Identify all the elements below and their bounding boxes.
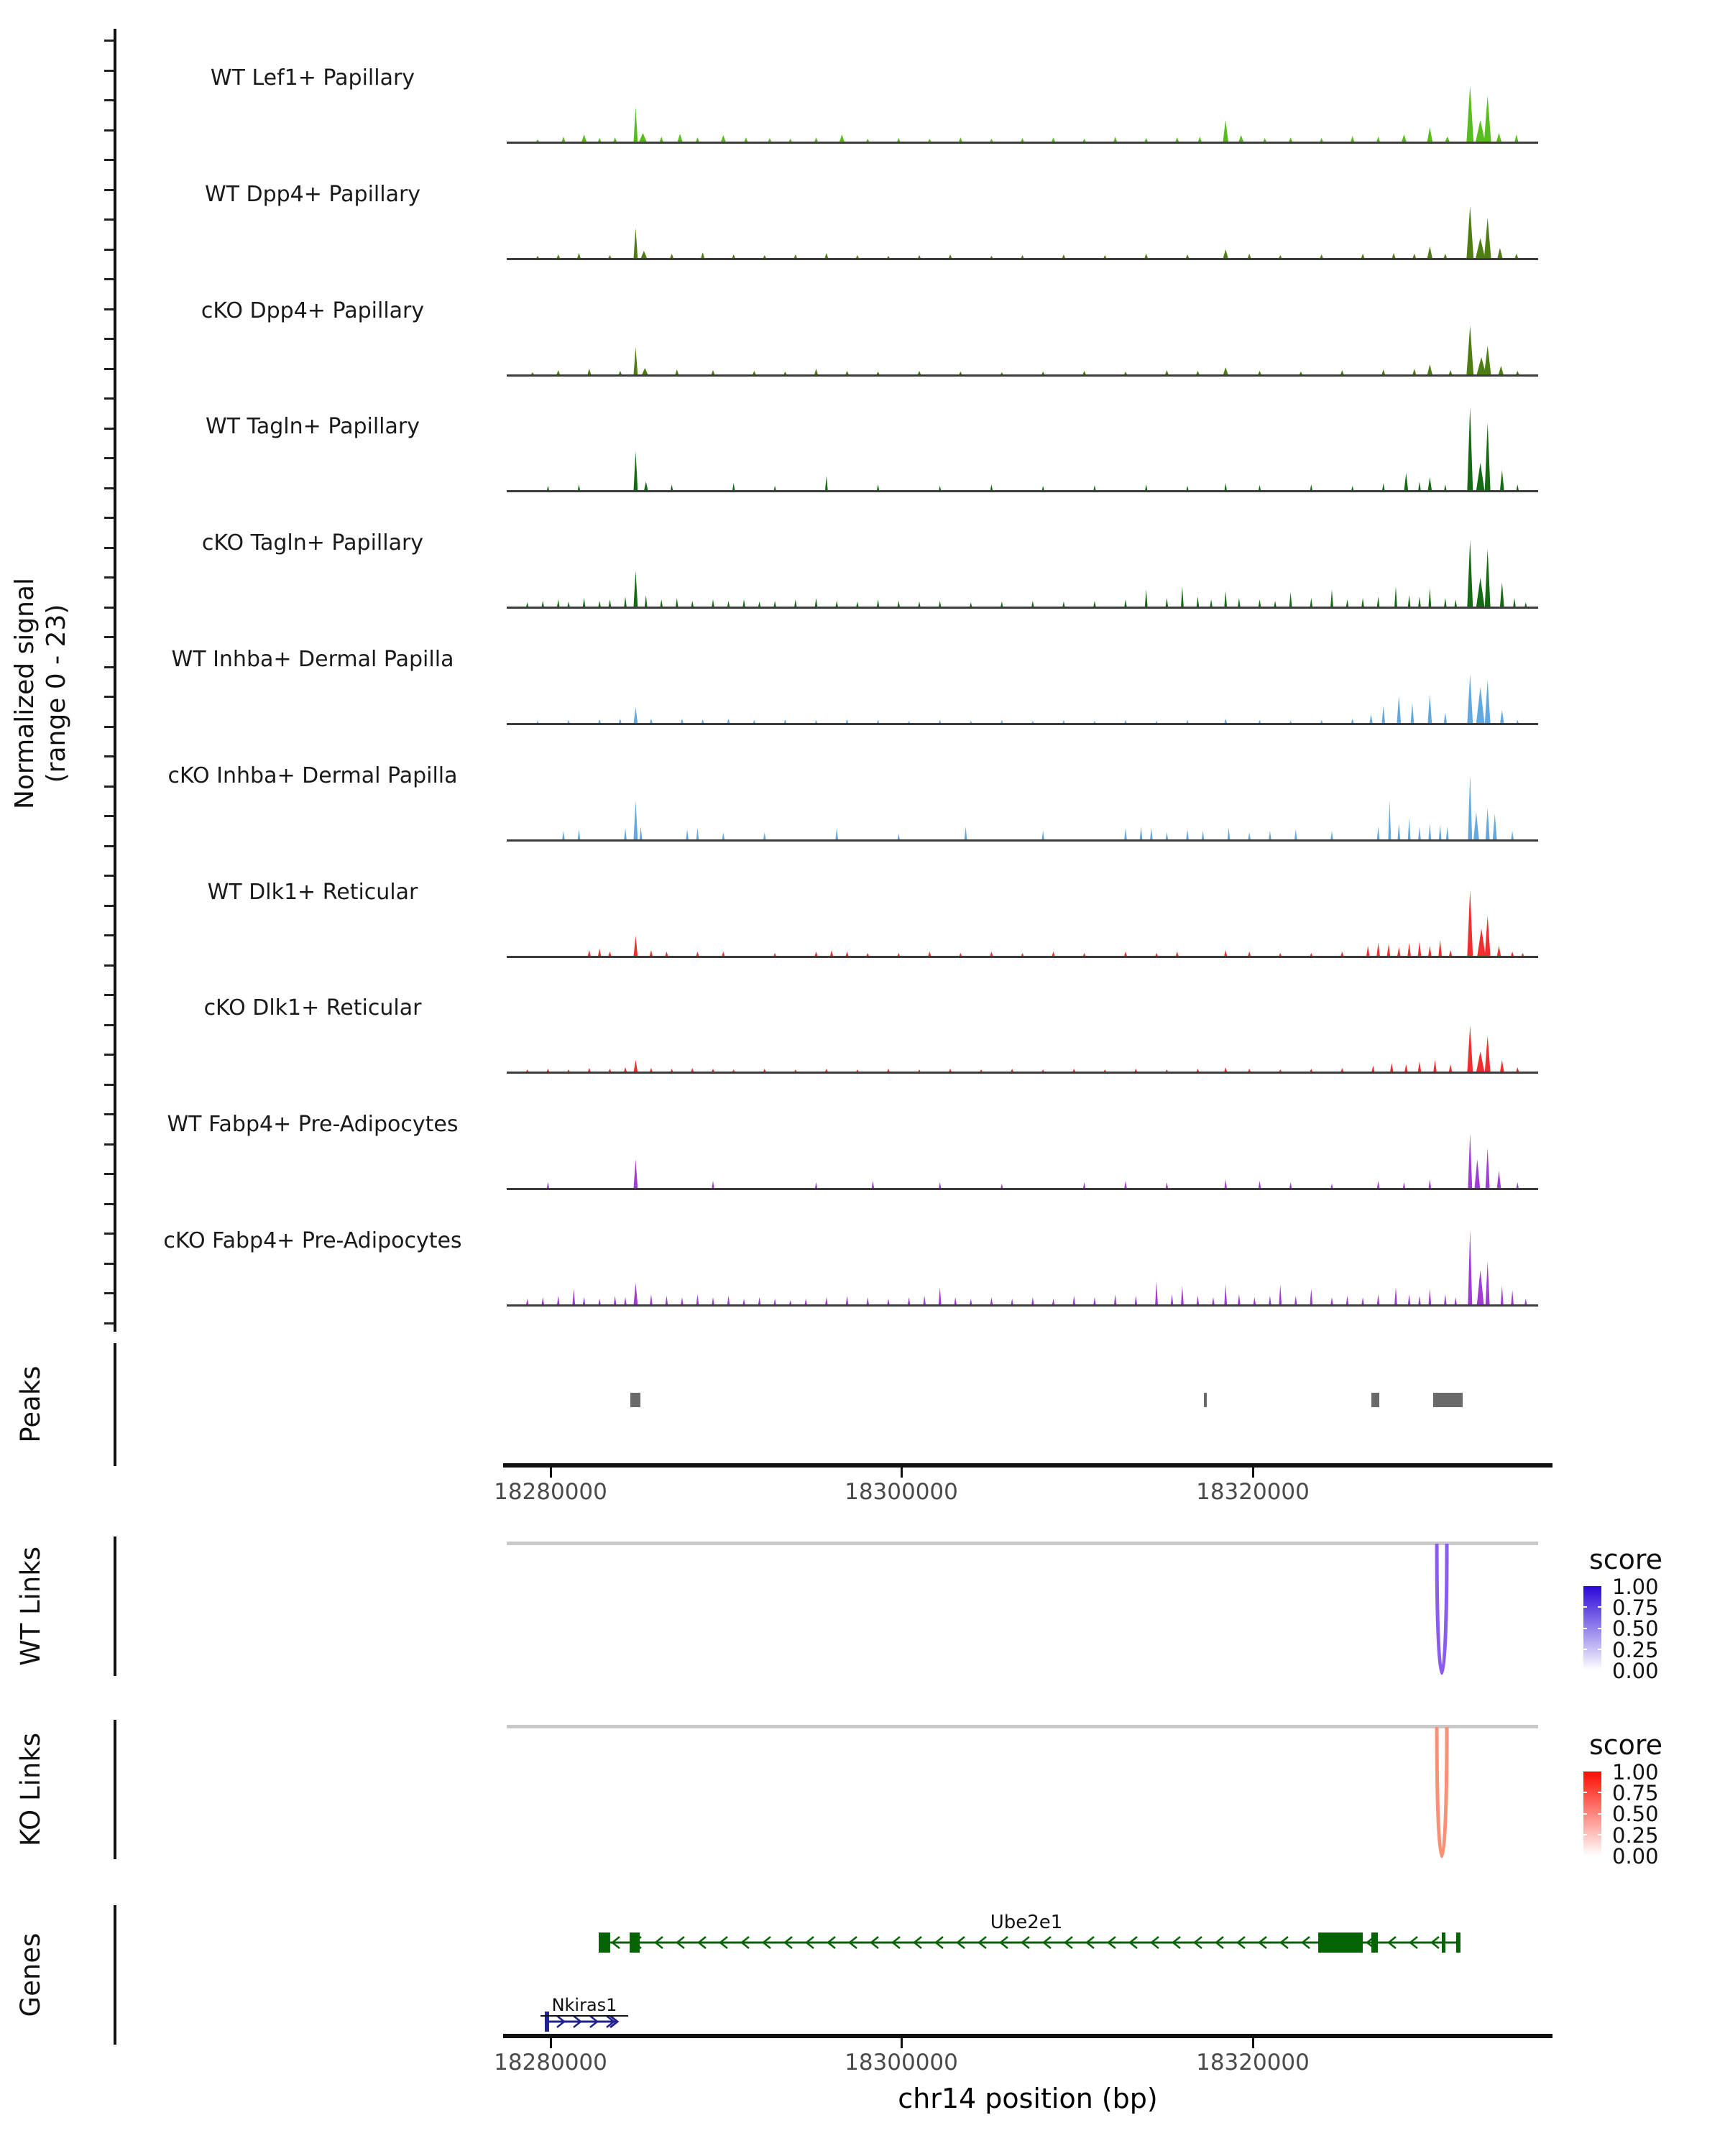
genes-section-label: Genes bbox=[14, 1932, 46, 2017]
y-axis-tick bbox=[104, 457, 114, 459]
signal-spike bbox=[1279, 1284, 1282, 1306]
signal-spike bbox=[1417, 941, 1421, 957]
score-legend-bar-tick bbox=[1583, 1606, 1587, 1608]
signal-spike bbox=[965, 826, 967, 841]
y-axis-tick bbox=[104, 129, 114, 132]
score-legend-bar-tick bbox=[1598, 1834, 1601, 1835]
signal-spike bbox=[1224, 591, 1227, 608]
signal-spike bbox=[1377, 826, 1380, 841]
y-axis-tick bbox=[104, 70, 114, 72]
y-axis-tick bbox=[104, 189, 114, 191]
genomic-axis-tick bbox=[1252, 1468, 1254, 1478]
signal-spike bbox=[1467, 1026, 1473, 1073]
track-label: WT Inhba+ Dermal Papilla bbox=[171, 647, 454, 672]
track-baseline bbox=[507, 490, 1538, 492]
signal-spike bbox=[1466, 86, 1473, 143]
signal-track-10 bbox=[507, 1082, 1538, 1189]
y-axis-label bbox=[9, 406, 73, 981]
genomic-axis-tick-label: 18320000 bbox=[1196, 1479, 1310, 1505]
genomic-axis-tick bbox=[901, 2038, 903, 2048]
signal-spike bbox=[1476, 1051, 1485, 1073]
signal-spike bbox=[1476, 120, 1486, 143]
genomic-axis-line bbox=[503, 2034, 1552, 2038]
signal-spike bbox=[939, 1287, 942, 1306]
y-axis-tick bbox=[104, 428, 114, 430]
signal-spike bbox=[1486, 808, 1490, 841]
signal-spike bbox=[1310, 1289, 1312, 1306]
track-label: cKO Tagln+ Papillary bbox=[201, 530, 424, 556]
signal-spike bbox=[1493, 814, 1497, 841]
signal-spike bbox=[1467, 674, 1473, 724]
signal-spike bbox=[1468, 1133, 1472, 1189]
link-arc bbox=[1437, 1544, 1447, 1673]
y-axis-label-line2: (range 0 - 23) bbox=[42, 604, 71, 783]
signal-spike bbox=[1140, 826, 1143, 841]
x-axis-title: chr14 position (bp) bbox=[898, 2083, 1158, 2114]
track-baseline bbox=[507, 607, 1538, 609]
peak-interval bbox=[1433, 1393, 1463, 1407]
signal-track-5 bbox=[507, 500, 1538, 608]
signal-spike bbox=[1410, 703, 1414, 724]
signal-spike bbox=[1467, 540, 1473, 608]
signal-track-9 bbox=[507, 965, 1538, 1073]
score-legend-bar-tick bbox=[1583, 1813, 1587, 1815]
track-baseline bbox=[507, 1072, 1538, 1074]
signal-spike bbox=[1381, 706, 1385, 724]
y-axis-tick bbox=[104, 1292, 114, 1294]
y-axis-tick bbox=[104, 636, 114, 638]
signal-spike bbox=[633, 936, 638, 957]
signal-y-axis-line bbox=[114, 29, 116, 1332]
track-baseline bbox=[507, 1304, 1538, 1307]
signal-spike bbox=[1476, 238, 1486, 259]
signal-spike bbox=[1428, 1289, 1431, 1306]
y-axis-tick bbox=[104, 786, 114, 788]
peaks-axis-line bbox=[114, 1343, 116, 1466]
y-axis-tick bbox=[104, 905, 114, 907]
y-axis-tick bbox=[104, 607, 114, 609]
signal-track-8 bbox=[507, 849, 1538, 957]
signal-spike bbox=[1427, 694, 1432, 724]
signal-spike bbox=[633, 228, 638, 259]
signal-spike bbox=[1466, 206, 1473, 259]
signal-spike bbox=[1485, 680, 1491, 724]
score-legend-title: score bbox=[1588, 1729, 1663, 1761]
signal-spike bbox=[633, 1283, 638, 1306]
y-axis-tick bbox=[104, 934, 114, 936]
y-axis-tick bbox=[104, 40, 114, 42]
signal-spike bbox=[1446, 826, 1449, 841]
y-axis-tick bbox=[104, 249, 114, 251]
signal-track-6 bbox=[507, 617, 1538, 724]
signal-spike bbox=[1468, 775, 1472, 841]
signal-spike bbox=[1484, 346, 1491, 376]
signal-spike bbox=[1407, 943, 1411, 957]
signal-spike bbox=[1397, 824, 1400, 841]
y-axis-tick bbox=[104, 875, 114, 877]
signal-spike bbox=[1404, 473, 1408, 492]
genes-axis-line bbox=[114, 1905, 116, 2045]
signal-spike bbox=[1439, 825, 1442, 841]
genomic-axis-tick-label: 18280000 bbox=[494, 1479, 607, 1505]
signal-track-4 bbox=[507, 384, 1538, 492]
peak-interval bbox=[630, 1393, 640, 1407]
track-label: WT Lef1+ Papillary bbox=[210, 65, 415, 91]
score-legend-tick-label: 1.00 bbox=[1612, 1760, 1659, 1784]
signal-spike bbox=[1181, 586, 1184, 608]
signal-spike bbox=[1428, 824, 1431, 841]
signal-spike bbox=[1501, 1286, 1504, 1306]
score-legend-tick-label: 0.00 bbox=[1612, 1659, 1659, 1683]
signal-track-3 bbox=[507, 268, 1538, 376]
score-legend-title: score bbox=[1588, 1544, 1663, 1575]
genomic-axis-line bbox=[503, 1463, 1552, 1468]
peak-interval bbox=[1371, 1393, 1379, 1407]
signal-track-11 bbox=[507, 1198, 1538, 1306]
signal-spike bbox=[1388, 801, 1391, 841]
signal-spike bbox=[1155, 1281, 1158, 1306]
score-legend-bar-tick bbox=[1598, 1649, 1601, 1650]
track-label: cKO Dpp4+ Papillary bbox=[201, 298, 425, 323]
signal-spike bbox=[1394, 1287, 1397, 1306]
gene-exon bbox=[599, 1932, 610, 1953]
peak-interval bbox=[1204, 1393, 1207, 1407]
signal-spike bbox=[1486, 1148, 1490, 1189]
signal-spike bbox=[1467, 407, 1473, 492]
y-axis-tick bbox=[104, 1054, 114, 1056]
track-baseline bbox=[507, 1188, 1538, 1190]
signal-spike bbox=[1485, 423, 1491, 492]
gene-exon bbox=[1318, 1932, 1363, 1953]
y-axis-tick bbox=[104, 845, 114, 847]
signal-spike bbox=[1224, 1284, 1227, 1306]
signal-spike bbox=[1476, 463, 1485, 492]
score-legend-tick-label: 0.50 bbox=[1612, 1802, 1659, 1826]
signal-spike bbox=[1473, 812, 1479, 841]
score-legend-bar-tick bbox=[1598, 1628, 1601, 1629]
signal-track-7 bbox=[507, 733, 1538, 841]
signal-spike bbox=[1376, 943, 1380, 957]
signal-spike bbox=[1500, 582, 1504, 608]
signal-spike bbox=[1467, 890, 1473, 957]
gene-exon bbox=[630, 1932, 640, 1953]
signal-spike bbox=[1511, 1290, 1514, 1306]
score-legend-gradient-bar bbox=[1583, 1772, 1601, 1856]
gene-exon bbox=[1371, 1932, 1378, 1953]
y-axis-tick bbox=[104, 368, 114, 370]
y-axis-tick bbox=[104, 1084, 114, 1086]
signal-spike bbox=[1500, 710, 1504, 724]
signal-spike bbox=[1223, 120, 1228, 143]
signal-spike bbox=[1397, 696, 1401, 724]
y-axis-tick bbox=[104, 1173, 114, 1175]
wt-links-axis-line bbox=[114, 1537, 116, 1676]
signal-track-1 bbox=[507, 35, 1538, 143]
signal-spike bbox=[1438, 940, 1442, 957]
signal-spike bbox=[633, 571, 638, 608]
wt-links-section-label: WT Links bbox=[14, 1547, 46, 1666]
y-axis-tick bbox=[104, 964, 114, 967]
y-axis-tick bbox=[104, 517, 114, 519]
signal-spike bbox=[640, 826, 643, 841]
track-baseline bbox=[507, 142, 1538, 144]
track-label: cKO Inhba+ Dermal Papilla bbox=[167, 763, 458, 788]
genomic-axis-tick-label: 18300000 bbox=[845, 1479, 958, 1505]
y-axis-tick bbox=[104, 755, 114, 757]
signal-spike bbox=[633, 347, 638, 376]
score-legend-bar-tick bbox=[1598, 1813, 1601, 1815]
signal-spike bbox=[1485, 916, 1491, 957]
track-label: cKO Fabp4+ Pre-Adipocytes bbox=[163, 1228, 462, 1253]
track-baseline bbox=[507, 839, 1538, 842]
signal-spike bbox=[1474, 1159, 1480, 1189]
y-axis-tick bbox=[104, 1233, 114, 1235]
signal-spike bbox=[1386, 944, 1390, 957]
y-axis-tick bbox=[104, 696, 114, 698]
score-legend-tick-label: 0.50 bbox=[1612, 1616, 1659, 1641]
track-baseline bbox=[507, 258, 1538, 260]
y-axis-tick bbox=[104, 487, 114, 489]
y-axis-tick bbox=[104, 308, 114, 310]
y-axis-label-line1: Normalized signal bbox=[10, 577, 40, 810]
signal-spike bbox=[1408, 818, 1411, 841]
score-legend-tick-label: 0.25 bbox=[1612, 1638, 1659, 1662]
genomic-axis-tick bbox=[550, 1468, 552, 1478]
signal-spike bbox=[1330, 589, 1333, 608]
signal-spike bbox=[1484, 218, 1491, 259]
ko-links-section-label: KO Links bbox=[14, 1732, 46, 1847]
y-axis-tick bbox=[104, 726, 114, 728]
score-legend-bar-tick bbox=[1583, 1792, 1587, 1793]
signal-spike bbox=[633, 801, 638, 841]
y-axis-tick bbox=[104, 99, 114, 101]
link-arc bbox=[1437, 1727, 1447, 1856]
signal-spike bbox=[1476, 578, 1485, 608]
signal-spike bbox=[1477, 929, 1486, 957]
gene-label-ube2e1: Ube2e1 bbox=[990, 1912, 1063, 1933]
y-axis-tick bbox=[104, 397, 114, 400]
signal-spike bbox=[1485, 549, 1491, 608]
signal-spike bbox=[1289, 592, 1292, 608]
score-legend-gradient-bar bbox=[1583, 1586, 1601, 1670]
signal-spike bbox=[633, 707, 638, 724]
track-label: WT Tagln+ Papillary bbox=[206, 414, 420, 439]
ko-links-axis-line bbox=[114, 1720, 116, 1859]
signal-spike bbox=[1394, 586, 1397, 608]
gene-exon bbox=[1456, 1932, 1460, 1953]
signal-spike bbox=[1428, 588, 1431, 608]
link-arc-plot bbox=[507, 1727, 1538, 1871]
score-legend-tick-label: 0.25 bbox=[1612, 1823, 1659, 1848]
score-legend-bar-tick bbox=[1598, 1606, 1601, 1608]
score-legend-bar-tick bbox=[1583, 1628, 1587, 1629]
y-axis-tick bbox=[104, 666, 114, 668]
track-label: WT Dlk1+ Reticular bbox=[207, 880, 418, 905]
genomic-axis-tick-label: 18300000 bbox=[845, 2050, 958, 2076]
signal-spike bbox=[1145, 589, 1148, 608]
y-axis-tick bbox=[104, 278, 114, 280]
genomic-axis-tick bbox=[550, 2038, 552, 2048]
y-axis-tick bbox=[104, 1113, 114, 1115]
y-axis-tick bbox=[104, 815, 114, 817]
signal-spike bbox=[633, 107, 638, 143]
signal-spike bbox=[633, 1159, 638, 1189]
track-label: WT Dpp4+ Papillary bbox=[204, 182, 421, 207]
y-axis-tick bbox=[104, 159, 114, 161]
score-legend-tick-label: 0.00 bbox=[1612, 1844, 1659, 1869]
signal-spike bbox=[1466, 326, 1473, 376]
track-label: cKO Dlk1+ Reticular bbox=[203, 995, 422, 1021]
signal-spike bbox=[1468, 1230, 1472, 1306]
signal-spike bbox=[1181, 1286, 1184, 1306]
signal-spike bbox=[1485, 1036, 1491, 1073]
y-axis-tick bbox=[104, 1263, 114, 1265]
signal-spike bbox=[1477, 1270, 1484, 1306]
track-baseline bbox=[507, 723, 1538, 725]
signal-spike bbox=[1484, 96, 1491, 143]
signal-track-2 bbox=[507, 152, 1538, 259]
score-legend-bar-tick bbox=[1598, 1792, 1601, 1793]
y-axis-tick bbox=[104, 547, 114, 549]
track-baseline bbox=[507, 956, 1538, 958]
y-axis-tick bbox=[104, 218, 114, 221]
score-legend-tick-label: 0.75 bbox=[1612, 1595, 1659, 1620]
gene-label-nkiras1: Nkiras1 bbox=[540, 1995, 628, 2017]
signal-spike bbox=[1418, 826, 1421, 841]
gene-exon bbox=[1442, 1932, 1445, 1953]
signal-spike bbox=[633, 451, 638, 492]
y-axis-tick bbox=[104, 1024, 114, 1026]
y-axis-tick bbox=[104, 1143, 114, 1146]
score-legend-tick-label: 0.75 bbox=[1612, 1781, 1659, 1805]
genomic-axis-tick-label: 18320000 bbox=[1196, 2050, 1310, 2076]
signal-spike bbox=[1500, 470, 1504, 492]
signal-spike bbox=[1476, 687, 1485, 724]
track-baseline bbox=[507, 374, 1538, 377]
genomic-axis-tick bbox=[1252, 2038, 1254, 2048]
y-axis-tick bbox=[104, 576, 114, 579]
score-legend-bar-tick bbox=[1583, 1649, 1587, 1650]
y-axis-tick bbox=[104, 338, 114, 340]
track-label: WT Fabp4+ Pre-Adipocytes bbox=[167, 1112, 459, 1137]
y-axis-tick bbox=[104, 994, 114, 996]
y-axis-tick bbox=[104, 1322, 114, 1325]
score-legend-tick-label: 1.00 bbox=[1612, 1575, 1659, 1599]
genomic-axis-tick-label: 18280000 bbox=[494, 2050, 607, 2076]
y-axis-tick bbox=[104, 1203, 114, 1205]
signal-spike bbox=[1427, 127, 1432, 143]
signal-spike bbox=[572, 1289, 575, 1306]
genomic-axis-tick bbox=[901, 1468, 903, 1478]
signal-spike bbox=[1486, 1261, 1490, 1306]
signal-spike bbox=[1496, 1171, 1501, 1189]
link-arc-plot bbox=[507, 1544, 1538, 1687]
score-legend-bar-tick bbox=[1583, 1834, 1587, 1835]
peaks-section-label: Peaks bbox=[14, 1365, 46, 1443]
